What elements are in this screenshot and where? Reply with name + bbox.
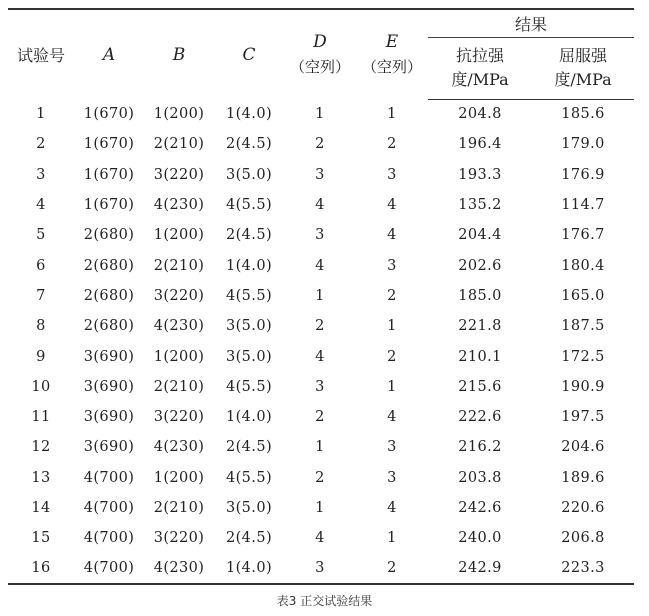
cell-trial-no: 4 — [36, 197, 46, 214]
cell-tensile-strength: 204.8 — [458, 106, 502, 123]
cell-factor-c: 3(5.0) — [226, 318, 272, 335]
header-factor-e-note: （空列） — [361, 58, 422, 76]
cell-factor-b: 3(220) — [153, 530, 205, 547]
cell-factor-d: 2 — [315, 136, 325, 153]
cell-trial-no: 16 — [8, 553, 74, 583]
cell-factor-a: 2(680) — [83, 318, 135, 335]
header-yield-line1: 屈服强 — [559, 46, 608, 65]
cell-tensile-strength: 242.6 — [458, 500, 502, 516]
header-results-group-label: 结果 — [515, 14, 548, 34]
cell-trial-no: 6 — [36, 257, 46, 274]
table-row — [8, 160, 634, 190]
cell-factor-b: 1(200) — [153, 227, 205, 244]
cell-yield-strength: 206.8 — [561, 530, 605, 547]
cell-factor-b: 4(230) — [144, 553, 214, 583]
cell-tensile-strength: 221.8 — [458, 318, 502, 335]
cell-trial-no: 11 — [31, 409, 51, 426]
header-factor-c-label: C — [242, 44, 256, 65]
cell-factor-b: 2(210) — [153, 257, 205, 274]
cell-trial-no: 2 — [36, 136, 46, 153]
header-factor-b — [144, 9, 214, 99]
cell-factor-d: 3 — [315, 378, 325, 395]
cell-tensile-strength: 203.8 — [458, 469, 502, 486]
cell-factor-d: 2 — [315, 469, 325, 486]
cell-tensile-strength: 215.6 — [458, 378, 502, 395]
cell-factor-b: 1(200) — [153, 106, 205, 123]
header-factor-d-note: （空列） — [289, 58, 350, 76]
cell-tensile-strength: 135.2 — [458, 197, 502, 214]
cell-trial-no: 7 — [36, 287, 46, 304]
header-trial-no-label: 试验号 — [16, 46, 65, 65]
cell-factor-a: 1(670) — [83, 166, 135, 183]
cell-factor-c: 3(5.0) — [226, 166, 272, 183]
cell-factor-b: 2(210) — [153, 500, 205, 516]
cell-tensile-strength: 196.4 — [458, 136, 502, 153]
cell-factor-e: 2 — [387, 136, 397, 153]
header-yield-strength — [532, 37, 634, 99]
cell-tensile-strength: 242.9 — [428, 553, 532, 583]
cell-yield-strength: 176.7 — [561, 227, 605, 244]
header-factor-b-label: B — [172, 44, 186, 65]
cell-factor-c: 4(5.5) — [226, 469, 272, 486]
cell-factor-a: 4(700) — [83, 469, 135, 486]
cell-factor-b: 4(230) — [153, 197, 205, 214]
cell-tensile-strength: 240.0 — [458, 530, 502, 547]
cell-factor-e: 1 — [387, 378, 397, 395]
cell-tensile-strength: 210.1 — [458, 348, 502, 365]
cell-factor-e: 1 — [387, 530, 397, 547]
cell-factor-c: 2(4.5) — [226, 227, 272, 244]
cell-trial-no: 14 — [31, 500, 51, 516]
table-row — [8, 553, 634, 583]
cell-factor-b: 3(220) — [153, 287, 205, 304]
cell-factor-b: 1(200) — [153, 348, 205, 365]
header-factor-a-label: A — [102, 44, 116, 65]
cell-yield-strength: 180.4 — [561, 257, 605, 274]
orthogonal-test-table — [8, 8, 634, 585]
cell-factor-c: 3(5.0) — [226, 348, 272, 365]
cell-factor-e: 3 — [387, 257, 397, 274]
cell-factor-d: 1 — [315, 106, 325, 123]
header-factor-c — [214, 9, 284, 99]
table-header — [8, 9, 634, 99]
cell-factor-c: 4(5.5) — [226, 378, 272, 395]
cell-factor-d: 3 — [315, 166, 325, 183]
cell-factor-e: 2 — [356, 553, 428, 583]
cell-yield-strength: 204.6 — [561, 439, 605, 456]
cell-yield-strength: 187.5 — [561, 318, 605, 335]
cell-factor-a: 1(670) — [83, 197, 135, 214]
cell-factor-b: 3(220) — [153, 166, 205, 183]
cell-tensile-strength: 216.2 — [458, 439, 502, 456]
cell-tensile-strength: 202.6 — [458, 257, 502, 274]
cell-trial-no: 1 — [36, 106, 46, 123]
cell-factor-e: 4 — [387, 409, 397, 426]
table-row — [8, 281, 634, 311]
cell-factor-c: 1(4.0) — [226, 257, 272, 274]
cell-trial-no: 13 — [31, 469, 51, 486]
cell-factor-d: 1 — [315, 500, 325, 516]
header-factor-d — [284, 9, 356, 99]
cell-factor-e: 3 — [387, 469, 397, 486]
cell-trial-no: 3 — [36, 166, 46, 183]
table-row — [8, 493, 634, 523]
cell-factor-a: 4(700) — [83, 530, 135, 547]
cell-factor-c: 2(4.5) — [226, 136, 272, 153]
cell-yield-strength: 190.9 — [561, 378, 605, 395]
cell-factor-d: 2 — [315, 409, 325, 426]
cell-tensile-strength: 193.3 — [458, 166, 502, 183]
header-tensile-strength — [428, 37, 532, 99]
cell-factor-d: 1 — [315, 439, 325, 456]
table-row — [8, 129, 634, 159]
cell-factor-b: 3(220) — [153, 409, 205, 426]
table-row — [8, 220, 634, 250]
cell-factor-c: 2(4.5) — [226, 439, 272, 456]
header-tensile-line1: 抗拉强 — [455, 46, 504, 65]
table-caption: 表3 正交试验结果 — [276, 594, 373, 608]
cell-factor-e: 2 — [387, 348, 397, 365]
cell-trial-no: 15 — [31, 530, 51, 547]
cell-factor-c: 2(4.5) — [226, 530, 272, 547]
header-factor-d-label: D — [313, 32, 327, 52]
cell-factor-a: 1(670) — [83, 136, 135, 153]
cell-factor-b: 4(230) — [153, 318, 205, 335]
header-factor-e-label: E — [385, 32, 399, 52]
cell-factor-c: 1(4.0) — [214, 553, 284, 583]
cell-factor-c: 4(5.5) — [226, 197, 272, 214]
cell-factor-a: 2(680) — [83, 257, 135, 274]
header-factor-e — [356, 9, 428, 99]
cell-factor-d: 4 — [315, 257, 325, 274]
cell-yield-strength: 189.6 — [561, 469, 605, 486]
cell-factor-a: 3(690) — [83, 409, 135, 426]
cell-factor-b: 4(230) — [153, 439, 205, 456]
table-row — [8, 250, 634, 280]
cell-factor-c: 4(5.5) — [226, 287, 272, 304]
cell-yield-strength: 114.7 — [561, 197, 605, 214]
cell-factor-d: 4 — [315, 530, 325, 547]
cell-factor-e: 3 — [387, 166, 397, 183]
table-row — [8, 99, 634, 129]
cell-yield-strength: 165.0 — [561, 287, 605, 304]
cell-yield-strength: 197.5 — [561, 409, 605, 426]
table-body — [8, 99, 634, 584]
cell-factor-d: 3 — [284, 553, 356, 583]
table-row — [8, 372, 634, 402]
header-factor-a — [74, 9, 144, 99]
cell-factor-c: 3(5.0) — [226, 500, 272, 516]
cell-factor-e: 2 — [387, 287, 397, 304]
cell-trial-no: 8 — [36, 318, 46, 335]
cell-tensile-strength: 222.6 — [458, 409, 502, 426]
cell-yield-strength: 172.5 — [561, 348, 605, 365]
cell-factor-e: 4 — [387, 500, 397, 516]
table-row — [8, 311, 634, 341]
cell-yield-strength: 220.6 — [561, 500, 605, 516]
table-row — [8, 432, 634, 462]
cell-trial-no: 10 — [31, 378, 51, 395]
header-yield-line2: 度/MPa — [554, 70, 612, 89]
cell-yield-strength: 179.0 — [561, 136, 605, 153]
cell-factor-a: 2(680) — [83, 227, 135, 244]
cell-factor-d: 1 — [315, 287, 325, 304]
cell-yield-strength: 223.3 — [532, 553, 634, 583]
cell-factor-b: 2(210) — [153, 378, 205, 395]
table-row — [8, 341, 634, 371]
cell-factor-e: 3 — [387, 439, 397, 456]
cell-yield-strength: 176.9 — [561, 166, 605, 183]
cell-factor-a: 4(700) — [74, 553, 144, 583]
table-row — [8, 523, 634, 553]
cell-factor-a: 3(690) — [83, 439, 135, 456]
cell-factor-b: 2(210) — [153, 136, 205, 153]
table-row — [8, 402, 634, 432]
cell-factor-c: 1(4.0) — [226, 106, 272, 123]
cell-factor-d: 3 — [315, 227, 325, 244]
cell-factor-e: 1 — [387, 106, 397, 123]
cell-tensile-strength: 185.0 — [458, 287, 502, 304]
cell-trial-no: 12 — [31, 439, 51, 456]
cell-yield-strength: 185.6 — [561, 106, 605, 123]
cell-trial-no: 5 — [36, 227, 46, 244]
cell-factor-e: 4 — [387, 227, 397, 244]
cell-factor-c: 1(4.0) — [226, 409, 272, 426]
header-results-group — [428, 9, 634, 37]
cell-factor-d: 4 — [315, 348, 325, 365]
cell-factor-d: 2 — [315, 318, 325, 335]
header-tensile-line2: 度/MPa — [451, 70, 509, 89]
cell-factor-b: 1(200) — [153, 469, 205, 486]
cell-tensile-strength: 204.4 — [458, 227, 502, 244]
cell-factor-a: 1(670) — [83, 106, 135, 123]
cell-factor-a: 3(690) — [83, 378, 135, 395]
cell-factor-e: 1 — [387, 318, 397, 335]
cell-factor-a: 2(680) — [83, 287, 135, 304]
cell-trial-no: 9 — [36, 348, 46, 365]
cell-factor-a: 3(690) — [83, 348, 135, 365]
table-row — [8, 190, 634, 220]
header-trial-no — [8, 9, 74, 99]
cell-factor-d: 4 — [315, 197, 325, 214]
table-row — [8, 463, 634, 493]
cell-factor-e: 4 — [387, 197, 397, 214]
cell-factor-a: 4(700) — [83, 500, 135, 516]
